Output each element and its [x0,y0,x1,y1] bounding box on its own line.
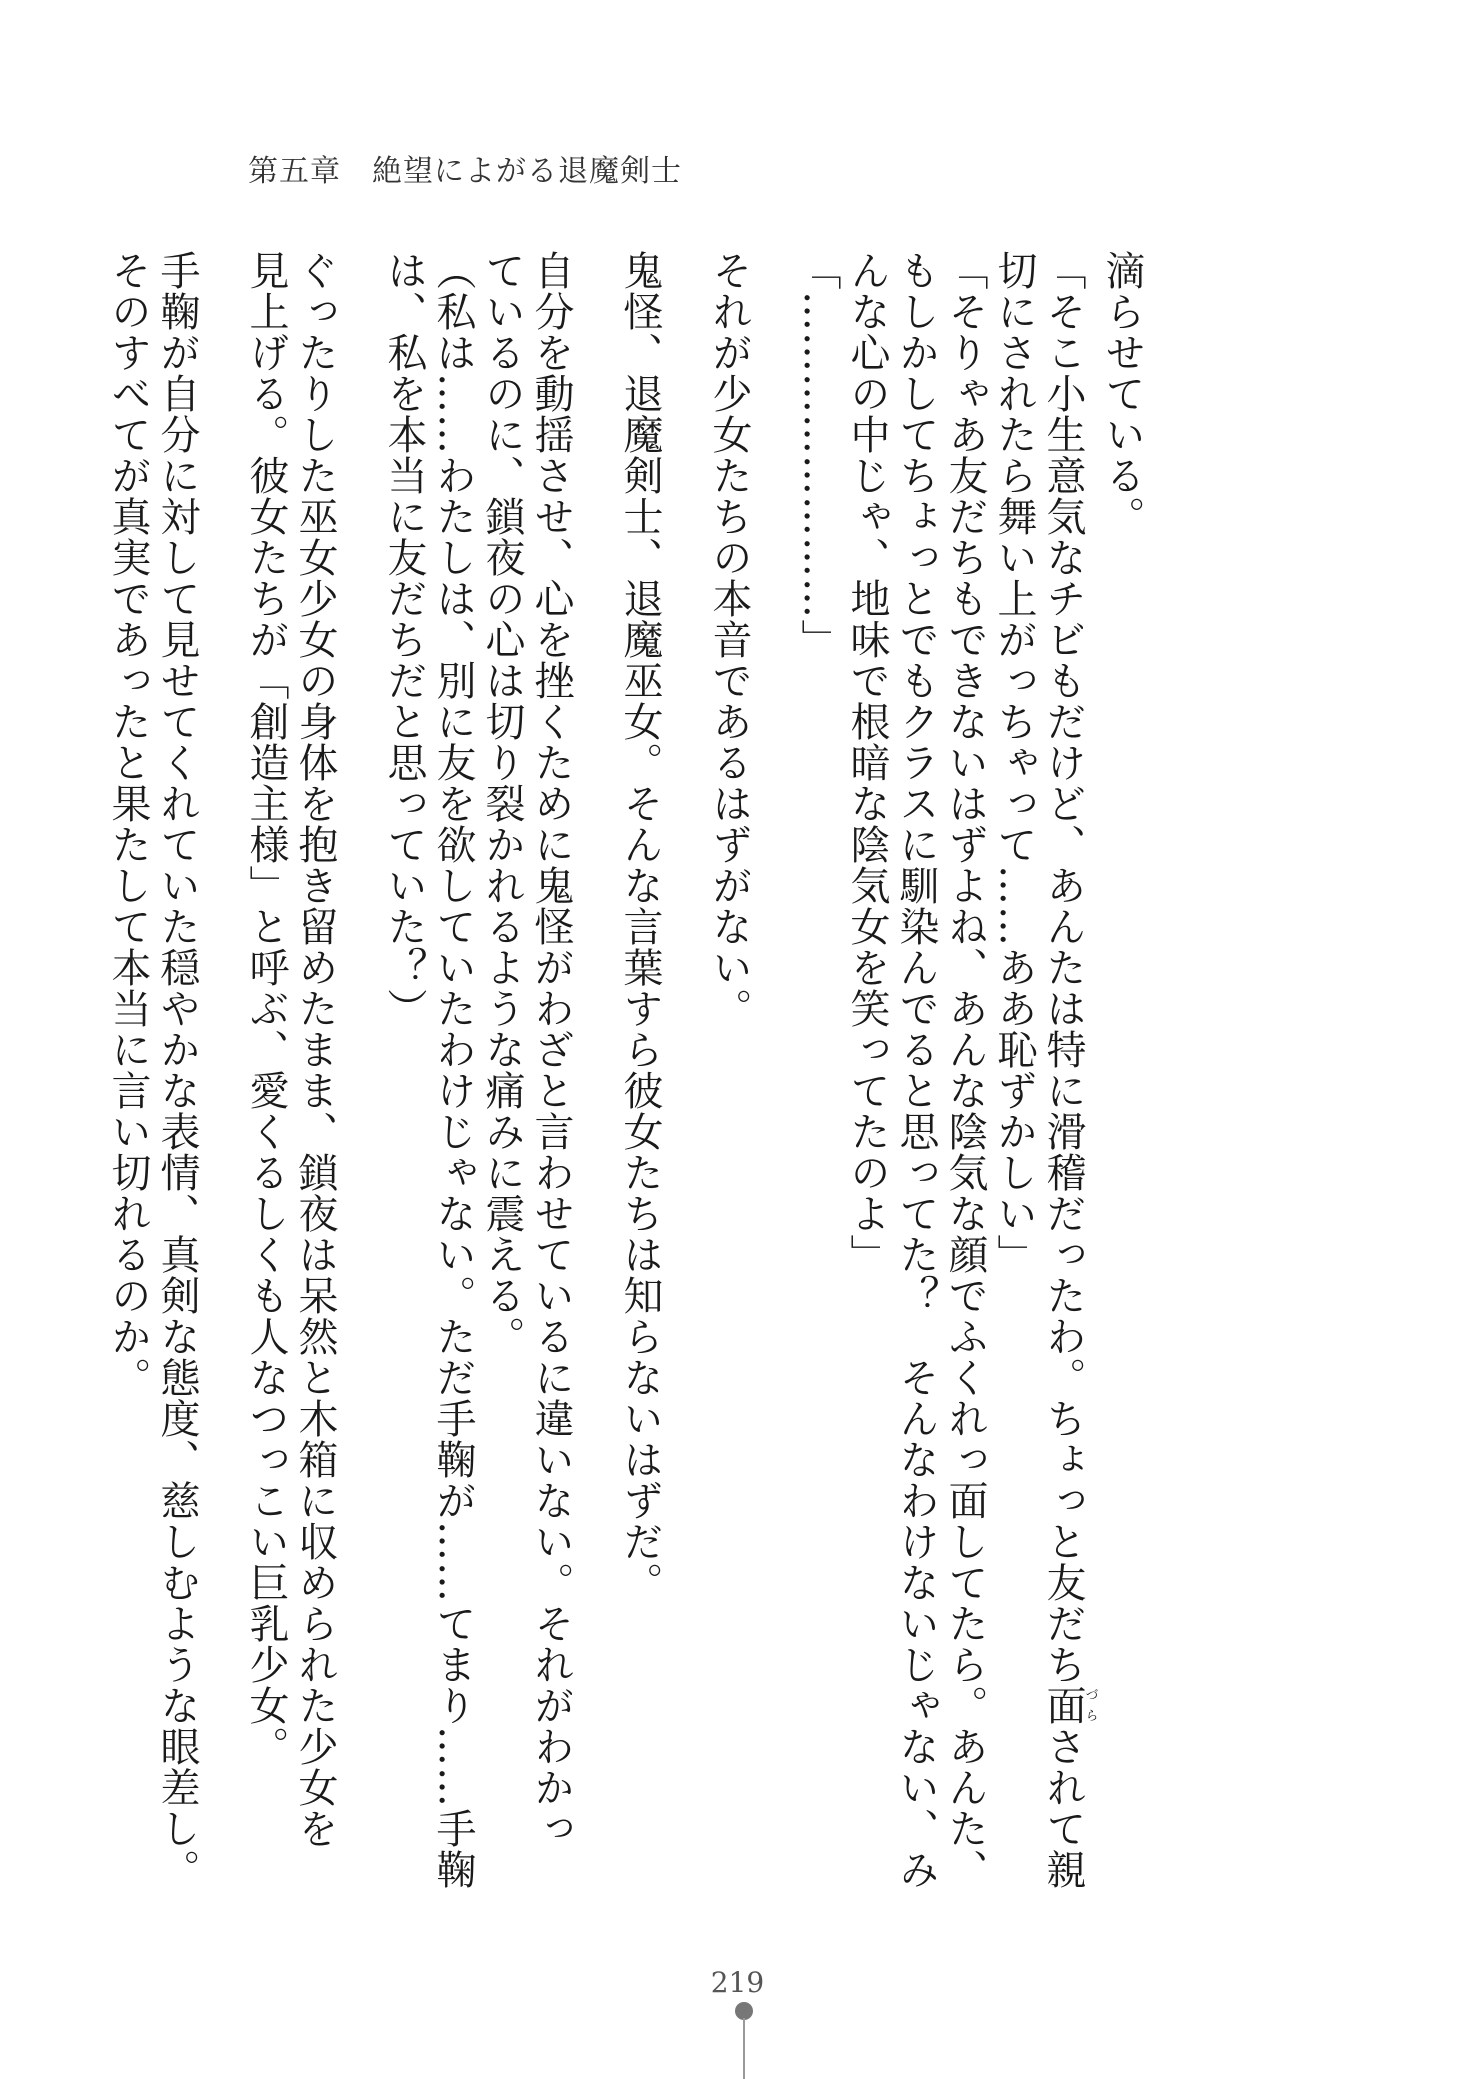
page-marker-icon [735,2002,753,2079]
text-line: 見上げる。彼女たちが「創造主様」と呼ぶ、愛くるしくも人なつっこい巨乳少女。 [243,250,289,1767]
text-line: んな心の中じゃ、地味で根暗な陰気女を笑ってたのよ」 [844,250,890,1275]
ruby-annotation [1040,1685,1098,1726]
ruby-base: 面 [1040,1685,1086,1726]
body-text [105,250,1146,1890]
ruby-text: づら [1082,1685,1098,1726]
text-line: 滴らせている。 [1099,250,1145,537]
text-line: もしかしてちょっとでもクラスに馴染んでると思ってた？ そんなわけないじゃない、み [893,250,939,1890]
text-line: それが少女たちの本音であるはずがない。 [706,250,752,1029]
text-line [1038,250,1098,1890]
text-line: 切にされたら舞い上がっちゃって……ああ恥ずかしい」 [991,250,1037,1275]
text-line: そのすべてが真実であったと果たして本当に言い切れるのか。 [105,250,151,1398]
text-line: ているのに、鎖夜の心は切り裂かれるような痛みに震える。 [479,250,525,1357]
text-line: ぐったりした巫女少女の身体を抱き留めたまま、鎖夜は呆然と木箱に収められた少女を [292,250,338,1849]
text-line: 鬼怪、退魔剣士、退魔巫女。そんな言葉すら彼女たちは知らないはずだ。 [617,250,663,1603]
text-line: は、私を本当に友だちだと思っていた？） [381,250,427,1029]
text-line-part: 「そこ小生意気なチビもだけど、あんたは特に滑稽だったわ。ちょっと友だち [1040,250,1086,1685]
text-line: 手鞠が自分に対して見せてくれていた穏やかな表情、真剣な態度、慈しむような眼差し。 [154,250,200,1890]
text-line: （私は……わたしは、別に友を欲していたわけじゃない。ただ手鞠が……てまり……手鞠 [430,250,476,1890]
page-number: 219 [710,1966,765,1999]
text-line: 「そりゃあ友だちもできないはずよね、あんな陰気な顔でふくれっ面してたら。あんた、 [942,250,988,1890]
running-head: 第五章 絶望によがる退魔剣士 [248,154,682,189]
text-line: 自分を動揺させ、心を挫くために鬼怪がわざと言わせているに違いない。それがわかっ [528,250,574,1849]
text-line: 「……………………」 [795,250,841,660]
text-line-part: されて親 [1040,1726,1086,1890]
